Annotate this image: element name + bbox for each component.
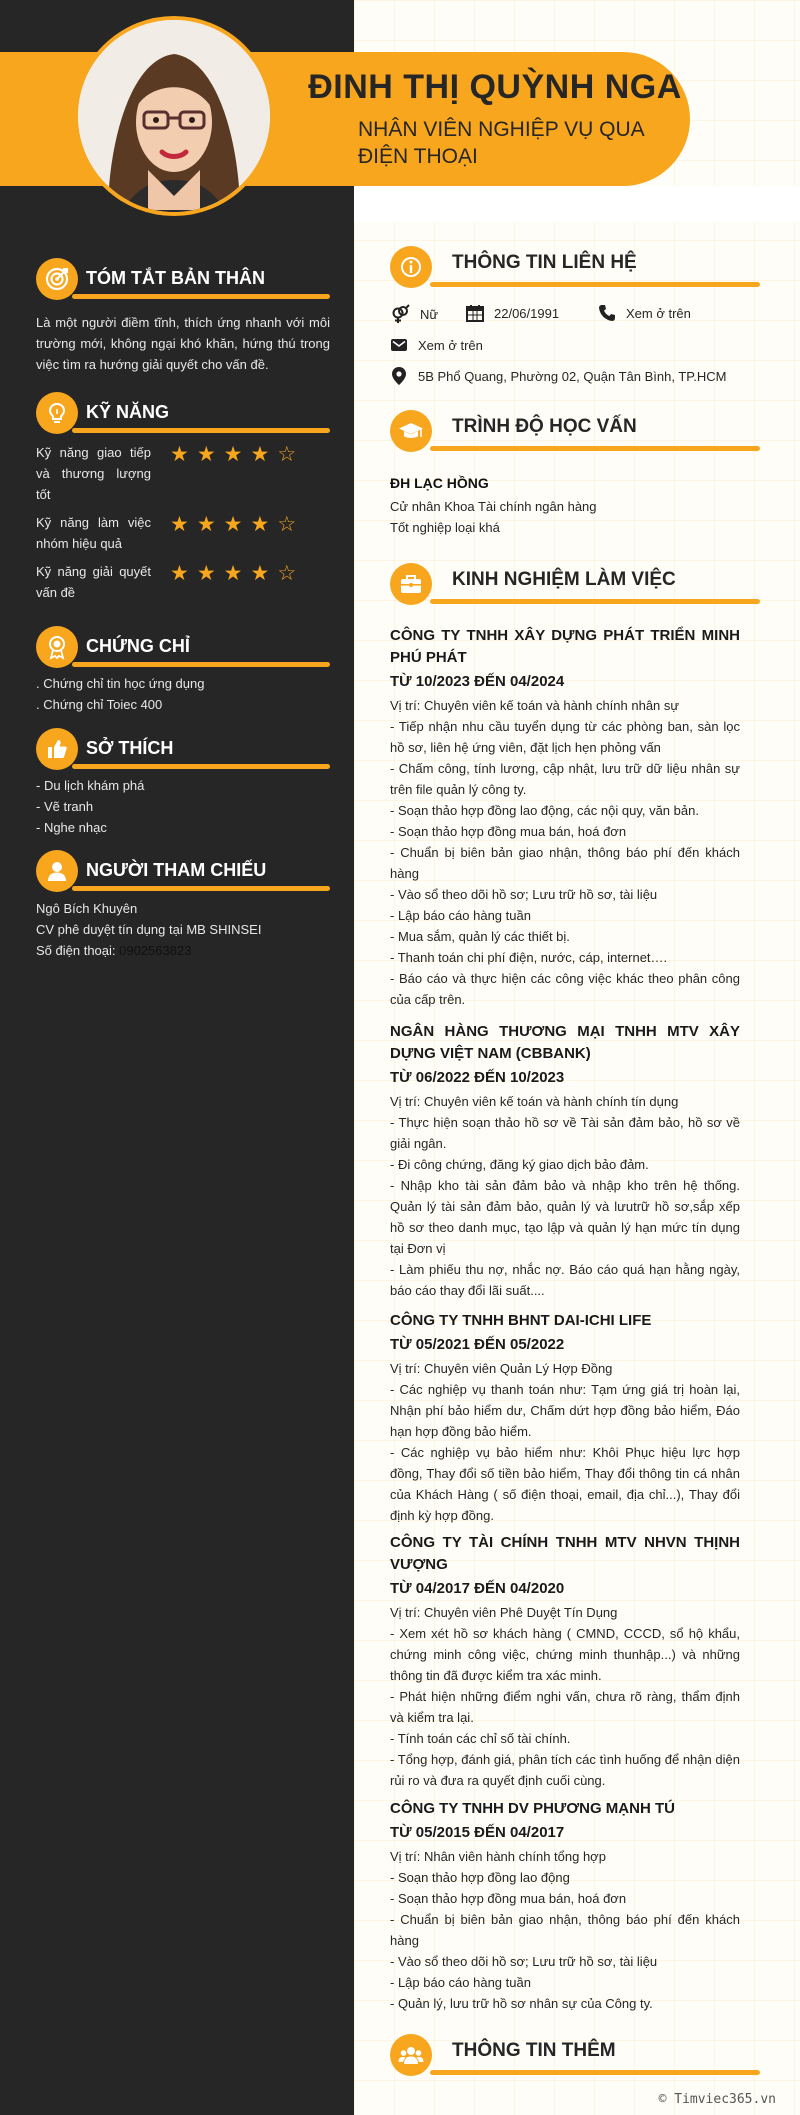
reference-name: Ngô Bích Khuyên <box>36 901 138 916</box>
job-entry <box>390 1532 740 1791</box>
star-filled-icon: ★ <box>196 562 216 585</box>
education-title: TRÌNH ĐỘ HỌC VẤN <box>452 416 637 437</box>
job-period: TỪ 05/2015 ĐẾN 04/2017 <box>390 1824 565 1841</box>
experience-title: KINH NGHIỆM LÀM VIỆC <box>452 569 676 590</box>
contact-underline <box>430 282 760 287</box>
candidate-name: ĐINH THỊ QUỲNH NGA <box>308 68 682 106</box>
job-duty: - Đi công chứng, đăng ký giao dịch bảo đảm. <box>390 1157 649 1172</box>
job-period: TỪ 06/2022 ĐẾN 10/2023 <box>390 1069 565 1086</box>
gender-item <box>390 304 438 324</box>
job-duty: - Nhập kho tài sản đảm bảo và nhập kho trên hệ thống. Quản lý tài sản đảm bảo, quản lý và lưutrữ hồ sơ,sắp xếp hồ sơ theo danh mục, tạo lập và quản lý hạn mức tín dụng tại Đơn vị <box>390 1178 740 1256</box>
lightbulb-icon <box>36 392 78 434</box>
reference-phone-row <box>36 940 330 961</box>
medal-icon <box>36 626 78 668</box>
location-pin-icon <box>390 366 408 386</box>
job-duty: - Báo cáo và thực hiện các công việc khác theo phân công của cấp trên. <box>390 971 740 1007</box>
skill-rating <box>170 514 296 535</box>
address-value: 5B Phổ Quang, Phường 02, Quận Tân Bình, TP.HCM <box>418 368 727 384</box>
dob-item <box>466 304 559 322</box>
hobbies-title: SỞ THÍCH <box>86 738 174 758</box>
summary-text: Là một người điềm tĩnh, thích ứng nhanh với môi trường mới, không ngại khó khăn, hứng thú trong việc tìm ra hướng giải quyết cho vấn đề. <box>36 315 330 372</box>
star-filled-icon: ★ <box>250 443 270 466</box>
job-description <box>390 1112 740 1301</box>
job-duty: - Soạn thảo hợp đồng mua bán, hoá đơn <box>390 824 627 839</box>
summary-underline <box>72 294 330 299</box>
reference-underline <box>72 886 330 891</box>
job-company: CÔNG TY TÀI CHÍNH TNHH MTV NHVN THỊNH VƯỢNG <box>390 1534 740 1573</box>
certificate-item: . Chứng chỉ Toiec 400 <box>36 697 163 712</box>
star-filled-icon: ★ <box>196 443 216 466</box>
job-duty: - Các nghiệp vụ thanh toán như: Tạm ứng giá trị hoàn lại, Nhận phí bảo hiểm dư, Chấm dứt hợp đồng bảo hiểm, Đáo hạn hợp đồng bảo hiểm. <box>390 1382 740 1439</box>
job-duty: - Mua sắm, quản lý các thiết bị. <box>390 929 570 944</box>
email-value: Xem ở trên <box>418 337 483 353</box>
certificates-heading <box>36 626 330 670</box>
star-filled-icon: ★ <box>170 513 189 536</box>
job-duty: - Làm phiếu thu nợ, nhắc nợ. Báo cáo quá hạn hằng ngày, báo cáo thay đổi lãi suất.... <box>390 1262 740 1298</box>
users-icon <box>390 2034 432 2076</box>
phone-icon <box>598 304 616 322</box>
job-duty: - Xem xét hồ sơ khách hàng ( CMND, CCCD, sổ hộ khẩu, chứng minh công việc, chứng minh thunhập...) và những thông tin đã được kiểm tra xác minh. <box>390 1626 740 1683</box>
star-filled-icon: ★ <box>170 562 189 585</box>
job-position: Vị trí: Chuyên viên kế toán và hành chính nhân sự <box>390 698 680 713</box>
job-company: NGÂN HÀNG THƯƠNG MẠI TNHH MTV XÂY DỰNG VIỆT NAM (CBBANK) <box>390 1023 740 1062</box>
job-duty: - Chuẩn bị biên bản giao nhận, thông báo phí đến khách hàng <box>390 1912 740 1948</box>
star-empty-icon: ☆ <box>277 562 297 585</box>
skills-underline <box>72 428 330 433</box>
job-duty: - Thanh toán chi phí điện, nước, cáp, internet…. <box>390 950 668 965</box>
reference-phone[interactable]: 0902563823 <box>119 943 192 958</box>
star-filled-icon: ★ <box>223 443 243 466</box>
job-duty: - Vào sổ theo dõi hồ sơ; Lưu trữ hồ sơ, tài liệu <box>390 887 658 902</box>
star-filled-icon: ★ <box>170 443 189 466</box>
job-position: Vị trí: Chuyên viên kế toán và hành chính tín dụng <box>390 1094 679 1109</box>
certificates-title: CHỨNG CHỈ <box>86 636 190 656</box>
job-position: Vị trí: Nhân viên hành chính tổng hợp <box>390 1849 606 1864</box>
header-gap <box>354 186 800 222</box>
hobbies-heading <box>36 728 330 772</box>
job-title: NHÂN VIÊN NGHIỆP VỤ QUA ĐIỆN THOẠI <box>358 118 644 168</box>
job-duty: - Soạn thảo hợp đồng lao động <box>390 1870 570 1885</box>
contact-heading <box>390 246 760 296</box>
major: Cử nhân Khoa Tài chính ngân hàng <box>390 499 597 514</box>
reference-role: CV phê duyệt tín dụng tại MB SHINSEI <box>36 922 262 937</box>
star-filled-icon: ★ <box>223 513 243 536</box>
job-description <box>390 1379 740 1526</box>
job-duty: - Tiếp nhận nhu cầu tuyển dụng từ các phòng ban, sàn lọc hồ sơ, liên hệ ứng viên, đặt lịch hẹn phỏng vấn <box>390 719 740 755</box>
briefcase-icon <box>390 563 432 605</box>
job-period: TỪ 10/2023 ĐẾN 04/2024 <box>390 673 565 690</box>
experience-underline <box>430 599 760 604</box>
job-duty: - Tổng hợp, đánh giá, phân tích các tình huống để nhận diện rủi ro và đưa ra quyết định cuối cùng. <box>390 1752 740 1788</box>
star-filled-icon: ★ <box>223 562 243 585</box>
grade: Tốt nghiệp loại khá <box>390 520 500 535</box>
phone-item <box>598 304 691 322</box>
job-duty: - Vào sổ theo dõi hồ sơ; Lưu trữ hồ sơ, tài liệu <box>390 1954 658 1969</box>
job-period: TỪ 04/2017 ĐẾN 04/2020 <box>390 1580 565 1597</box>
avatar <box>74 16 274 216</box>
job-duty: - Lập báo cáo hàng tuần <box>390 1975 531 1990</box>
star-filled-icon: ★ <box>250 513 270 536</box>
summary-heading <box>36 258 330 302</box>
skills-heading <box>36 392 330 436</box>
reference-phone-label: Số điện thoại: <box>36 943 116 958</box>
education-underline <box>430 446 760 451</box>
person-icon <box>36 850 78 892</box>
job-duty: - Soạn thảo hợp đồng lao động, các nội quy, văn bản. <box>390 803 699 818</box>
star-empty-icon: ☆ <box>277 513 297 536</box>
certificates-underline <box>72 662 330 667</box>
thumbs-up-icon <box>36 728 78 770</box>
calendar-icon <box>466 304 484 322</box>
star-filled-icon: ★ <box>250 562 270 585</box>
job-description <box>390 1867 740 2014</box>
email-item <box>390 336 483 354</box>
target-icon <box>36 258 78 300</box>
graduation-cap-icon <box>390 410 432 452</box>
star-filled-icon: ★ <box>196 513 216 536</box>
contact-title: THÔNG TIN LIÊN HỆ <box>452 252 637 273</box>
job-duty: - Tính toán các chỉ số tài chính. <box>390 1731 571 1746</box>
experience-heading <box>390 563 760 613</box>
job-duty: - Các nghiệp vụ bảo hiểm như: Khôi Phục hiệu lực hợp đồng, Thay đổi số tiền bảo hiểm, Thay đổi thông tin cá nhân của Khách Hàng ( số điện thoại, email, địa chỉ...), Thay đổi định kỳ hợp đồng. <box>390 1445 740 1523</box>
hobby-item: - Nghe nhạc <box>36 820 107 835</box>
job-duty: - Phát hiện những điểm nghi vấn, chưa rõ ràng, thẩm định và kiểm tra lại. <box>390 1689 740 1725</box>
job-description <box>390 1623 740 1791</box>
star-empty-icon: ☆ <box>277 443 297 466</box>
footer-copyright[interactable]: © Timviec365.vn <box>658 2092 776 2107</box>
job-duty: - Soạn thảo hợp đồng mua bán, hoá đơn <box>390 1891 627 1906</box>
job-entry <box>390 625 740 1010</box>
job-description <box>390 716 740 1010</box>
job-duty: - Lập báo cáo hàng tuần <box>390 908 531 923</box>
skill-name: Kỹ năng làm việc nhóm hiệu quả <box>36 515 151 551</box>
additional-title: THÔNG TIN THÊM <box>452 2040 616 2061</box>
job-company: CÔNG TY TNHH XÂY DỰNG PHÁT TRIỂN MINH PHÚ PHÁT <box>390 627 740 666</box>
job-position: Vị trí: Chuyên viên Phê Duyệt Tín Dụng <box>390 1605 618 1620</box>
reference-heading <box>36 850 330 894</box>
skill-rating <box>170 444 296 465</box>
job-position: Vị trí: Chuyên viên Quản Lý Hợp Đồng <box>390 1361 613 1376</box>
summary-title: TÓM TẮT BẢN THÂN <box>86 268 265 288</box>
hobby-item: - Du lịch khám phá <box>36 778 145 793</box>
job-duty: - Chấm công, tính lương, cập nhật, lưu trữ dữ liệu nhân sự trên file quản lý công ty. <box>390 761 740 797</box>
gender-value: Nữ <box>420 306 439 322</box>
job-company: CÔNG TY TNHH DV PHƯƠNG MẠNH TÚ <box>390 1800 675 1817</box>
dob-value: 22/06/1991 <box>494 305 560 321</box>
job-company: CÔNG TY TNHH BHNT DAI-ICHI LIFE <box>390 1312 652 1329</box>
phone-value: Xem ở trên <box>626 305 691 321</box>
job-period: TỪ 05/2021 ĐẾN 05/2022 <box>390 1336 565 1353</box>
job-entry <box>390 1310 740 1526</box>
job-duty: - Thực hiện soạn thảo hồ sơ về Tài sản đảm bảo, hồ sơ về giải ngân. <box>390 1115 740 1151</box>
additional-heading <box>390 2034 760 2084</box>
skill-rating <box>170 563 296 584</box>
job-entry <box>390 1798 740 2014</box>
additional-underline <box>430 2070 760 2075</box>
certificate-item: . Chứng chỉ tin học ứng dụng <box>36 676 205 691</box>
education-heading <box>390 410 760 460</box>
job-duty: - Quản lý, lưu trữ hồ sơ nhân sự của Công ty. <box>390 1996 653 2011</box>
address-item <box>390 366 726 386</box>
reference-title: NGƯỜI THAM CHIẾU <box>86 860 267 880</box>
hobbies-underline <box>72 764 330 769</box>
job-duty: - Chuẩn bị biên bản giao nhận, thông báo phí đến khách hàng <box>390 845 740 881</box>
info-icon <box>390 246 432 288</box>
gender-icon <box>390 304 410 324</box>
hobby-item: - Vẽ tranh <box>36 799 94 814</box>
email-icon <box>390 336 408 354</box>
job-entry <box>390 1021 740 1301</box>
skill-name: Kỹ năng giải quyết vấn đề <box>36 564 151 600</box>
skills-title: KỸ NĂNG <box>86 402 170 422</box>
skill-name: Kỹ năng giao tiếp và thương lượng tốt <box>36 445 151 502</box>
school-name: ĐH LẠC HỒNG <box>390 475 489 491</box>
